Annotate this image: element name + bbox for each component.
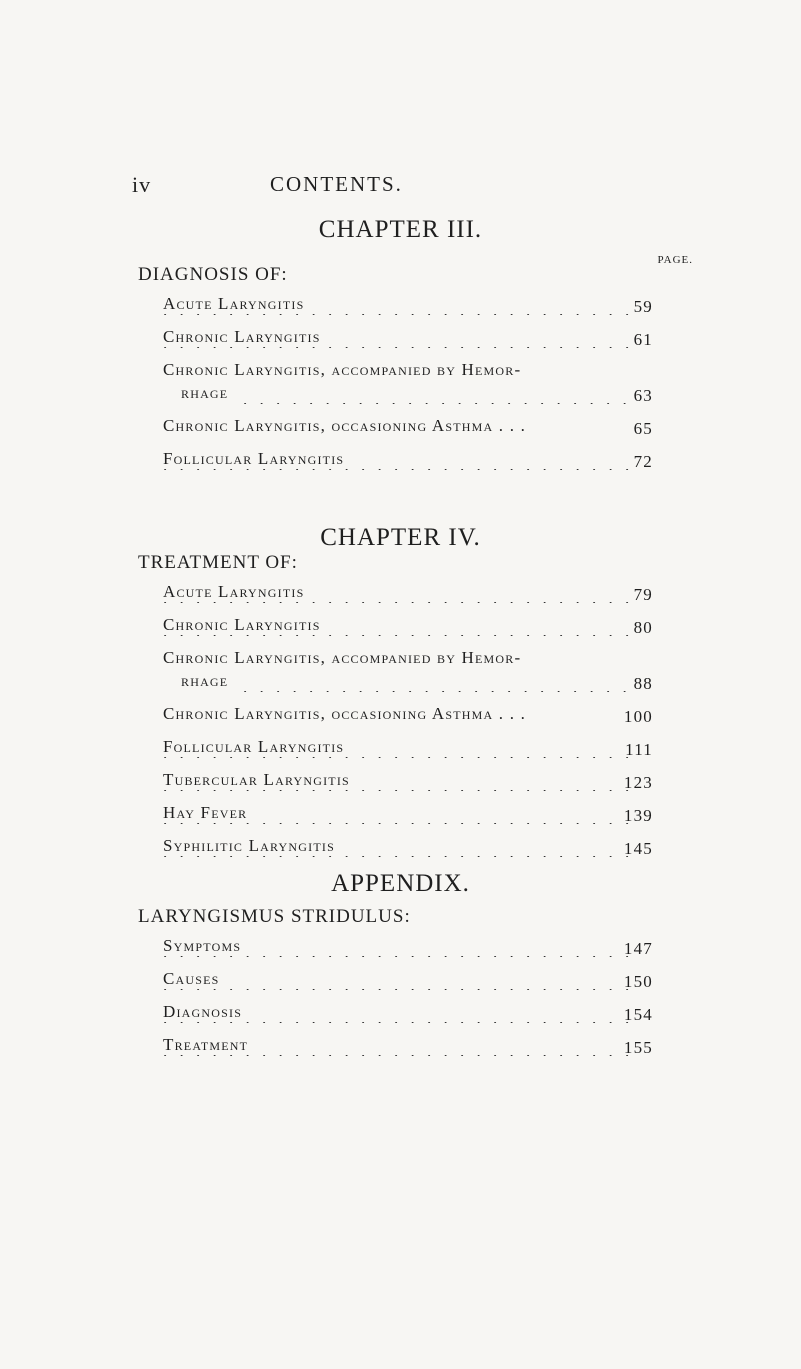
appendix-section-title: LARYNGISMUS STRIDULUS: bbox=[138, 906, 411, 927]
toc-entry-title: Chronic Laryngitis, occasioning Asthma . . . bbox=[163, 704, 527, 723]
toc-entry-title: Diagnosis bbox=[163, 1002, 243, 1021]
toc-page-number: 155 bbox=[623, 1038, 653, 1057]
toc-page-number: 123 bbox=[623, 773, 653, 792]
toc-entry-title: Chronic Laryngitis bbox=[163, 615, 321, 634]
toc-entry[interactable] bbox=[163, 292, 693, 325]
toc-entry-title: Hay Fever bbox=[163, 803, 248, 822]
toc-page-number: 145 bbox=[623, 839, 653, 858]
toc-entry-title: Chronic Laryngitis, accompanied by Hemor- bbox=[163, 360, 522, 379]
toc-page-number: 65 bbox=[633, 419, 653, 438]
toc-entry-title: Treatment bbox=[163, 1035, 249, 1054]
toc-entry-title: Causes bbox=[163, 969, 220, 988]
toc-page-number: 111 bbox=[625, 740, 653, 759]
toc-entry-title-continued: rhage bbox=[181, 671, 229, 690]
chapter-4-section-title: TREATMENT OF: bbox=[138, 552, 298, 573]
toc-leader bbox=[163, 744, 633, 758]
toc-leader bbox=[163, 777, 633, 791]
toc-entry-title: Chronic Laryngitis, occasioning Asthma . . . bbox=[163, 416, 527, 435]
toc-entry[interactable] bbox=[163, 768, 693, 801]
toc-page-number: 59 bbox=[633, 297, 653, 316]
toc-entry-title: Acute Laryngitis bbox=[163, 582, 305, 601]
toc-page-number: 100 bbox=[623, 707, 653, 726]
toc-leader bbox=[243, 390, 633, 404]
toc-entry-title: Syphilitic Laryngitis bbox=[163, 836, 335, 855]
toc-leader bbox=[163, 301, 633, 315]
toc-entry[interactable] bbox=[163, 1033, 693, 1066]
toc-page-number: 154 bbox=[623, 1005, 653, 1024]
page-column-label: PAGE. bbox=[657, 254, 693, 266]
toc-entry-title: Acute Laryngitis bbox=[163, 294, 305, 313]
toc-entry[interactable] bbox=[163, 447, 693, 480]
toc-leader bbox=[163, 456, 633, 470]
toc-leader bbox=[243, 678, 633, 692]
toc-leader bbox=[163, 1009, 633, 1023]
toc-leader bbox=[163, 943, 633, 957]
chapter-3-heading: CHAPTER III. bbox=[318, 216, 483, 243]
chapter-4-heading: CHAPTER IV. bbox=[320, 524, 481, 551]
toc-entry-title: Tubercular Laryngitis bbox=[163, 770, 350, 789]
toc-entry-title: Symptoms bbox=[163, 936, 242, 955]
chapter-3-section-title: DIAGNOSIS OF: bbox=[138, 264, 288, 285]
toc-leader bbox=[163, 843, 633, 857]
toc-entry[interactable] bbox=[163, 934, 693, 967]
toc-leader bbox=[163, 334, 633, 348]
toc-page-number: 72 bbox=[633, 452, 653, 471]
toc-entry[interactable] bbox=[163, 801, 693, 834]
toc-page-number: 147 bbox=[623, 939, 653, 958]
toc-entry-title: Chronic Laryngitis, accompanied by Hemor- bbox=[163, 648, 522, 667]
toc-entry-title: Chronic Laryngitis bbox=[163, 327, 321, 346]
toc-page-number: 139 bbox=[623, 806, 653, 825]
running-title: CONTENTS. bbox=[270, 172, 403, 196]
toc-entry[interactable] bbox=[163, 1000, 693, 1033]
toc-leader bbox=[163, 1042, 633, 1056]
toc-entry[interactable] bbox=[163, 646, 693, 702]
toc-entry[interactable] bbox=[163, 325, 693, 358]
toc-entry[interactable] bbox=[163, 702, 693, 735]
toc-entry[interactable] bbox=[163, 613, 693, 646]
appendix-heading: APPENDIX. bbox=[331, 870, 470, 897]
chapter-4-toc-list bbox=[163, 580, 693, 867]
toc-entry[interactable] bbox=[163, 735, 693, 768]
toc-entry-title: Follicular Laryngitis bbox=[163, 737, 345, 756]
toc-page-number: 79 bbox=[633, 585, 653, 604]
toc-page-number: 63 bbox=[633, 386, 653, 405]
toc-page-number: 61 bbox=[633, 330, 653, 349]
toc-leader bbox=[163, 810, 633, 824]
chapter-3-toc-list bbox=[163, 292, 693, 480]
toc-entry[interactable] bbox=[163, 967, 693, 1000]
toc-leader bbox=[163, 589, 633, 603]
toc-page-number: 150 bbox=[623, 972, 653, 991]
toc-page-number: 80 bbox=[633, 618, 653, 637]
page-number: iv bbox=[132, 172, 152, 197]
running-head bbox=[120, 172, 540, 202]
toc-entry-title-continued: rhage bbox=[181, 383, 229, 402]
toc-page-number: 88 bbox=[633, 674, 653, 693]
toc-entry[interactable] bbox=[163, 580, 693, 613]
toc-entry-title: Follicular Laryngitis bbox=[163, 449, 345, 468]
toc-leader bbox=[163, 976, 633, 990]
toc-entry[interactable] bbox=[163, 414, 693, 447]
toc-entry[interactable] bbox=[163, 834, 693, 867]
toc-entry[interactable] bbox=[163, 358, 693, 414]
toc-leader bbox=[163, 622, 633, 636]
appendix-toc-list bbox=[163, 934, 693, 1066]
